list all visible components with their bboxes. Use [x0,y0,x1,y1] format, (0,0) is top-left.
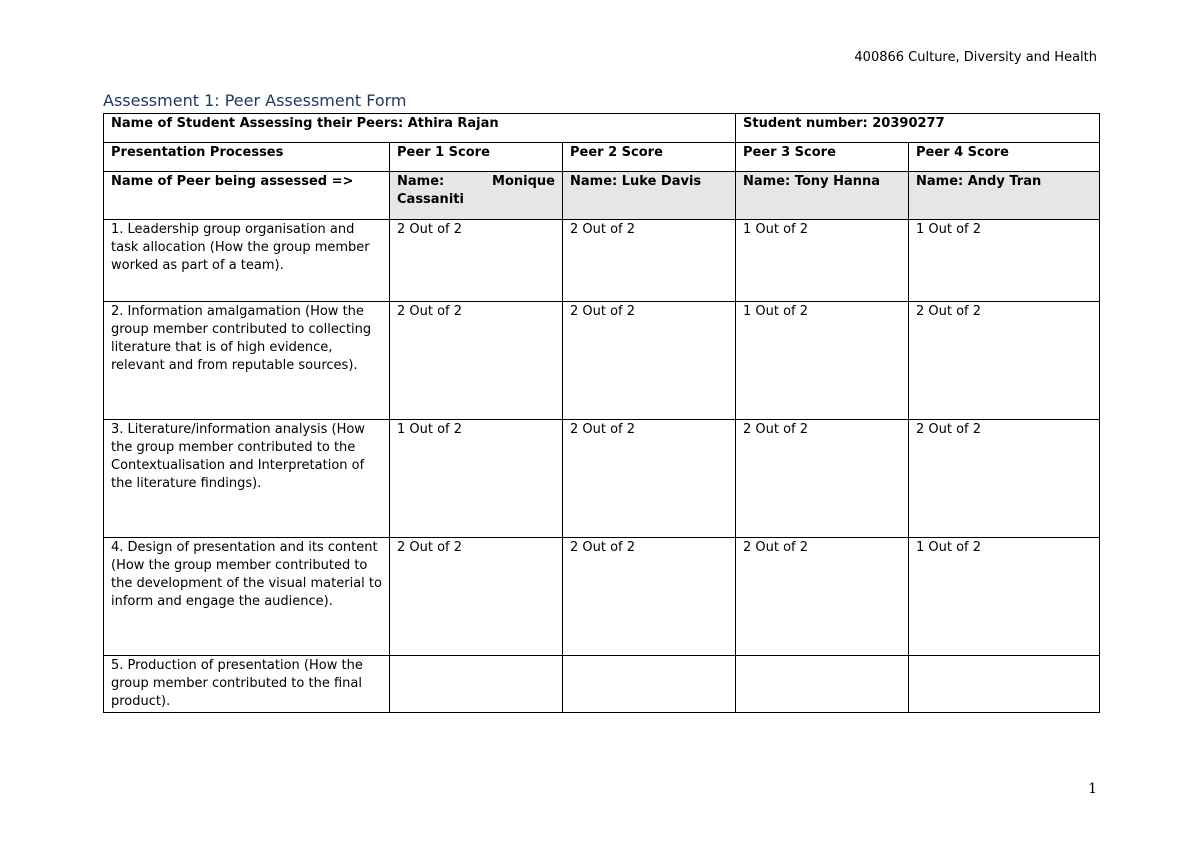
column-header: Peer 3 Score [736,143,909,172]
criterion-row [104,538,1100,656]
page-number: 1 [1088,781,1097,797]
criterion-text: 3. Literature/information analysis (How the group member contributed to the Contextualisation and Interpretation of the literature findings). [104,420,390,538]
peer-3-name: Name: Tony Hanna [736,172,909,220]
score-cell: 2 Out of 2 [563,420,736,538]
criterion-row [104,420,1100,538]
score-cell: 1 Out of 2 [736,302,909,420]
peer-assessment-table [103,113,1100,713]
page-header: 400866 Culture, Diversity and Health [854,50,1097,65]
score-cell: 2 Out of 2 [909,302,1100,420]
score-cell: 2 Out of 2 [736,420,909,538]
criterion-text: 4. Design of presentation and its content (How the group member contributed to the development of the visual material to inform and engage the audience). [104,538,390,656]
score-cell: 2 Out of 2 [390,538,563,656]
criterion-row [104,302,1100,420]
score-cell [563,656,736,713]
criterion-text: 5. Production of presentation (How the group member contributed to the final product). [104,656,390,713]
column-header: Presentation Processes [104,143,390,172]
score-cell: 2 Out of 2 [390,220,563,302]
assessor-name-cell: Name of Student Assessing their Peers: Athira Rajan [104,114,736,143]
peer-4-name: Name: Andy Tran [909,172,1100,220]
criterion-row [104,220,1100,302]
peer-1-name: Name: Monique Cassaniti [390,172,563,220]
score-cell: 2 Out of 2 [909,420,1100,538]
form-title: Assessment 1: Peer Assessment Form [103,91,407,110]
column-header: Peer 2 Score [563,143,736,172]
peer-name-label: Name of Peer being assessed => [104,172,390,220]
assessor-row [104,114,1100,143]
score-cell [909,656,1100,713]
criterion-text: 2. Information amalgamation (How the group member contributed to collecting literature that is of high evidence, relevant and from reputable sources). [104,302,390,420]
score-cell: 2 Out of 2 [736,538,909,656]
score-cell: 1 Out of 2 [736,220,909,302]
score-cell: 1 Out of 2 [390,420,563,538]
score-cell: 2 Out of 2 [390,302,563,420]
column-header: Peer 1 Score [390,143,563,172]
criterion-row [104,656,1100,713]
peer-2-name: Name: Luke Davis [563,172,736,220]
column-header-row [104,143,1100,172]
score-cell: 1 Out of 2 [909,220,1100,302]
score-cell [390,656,563,713]
score-cell: 1 Out of 2 [909,538,1100,656]
score-cell: 2 Out of 2 [563,538,736,656]
score-cell: 2 Out of 2 [563,220,736,302]
score-cell [736,656,909,713]
student-number-cell: Student number: 20390277 [736,114,1100,143]
column-header: Peer 4 Score [909,143,1100,172]
peer-name-row [104,172,1100,220]
criterion-text: 1. Leadership group organisation and task allocation (How the group member worked as part of a team). [104,220,390,302]
score-cell: 2 Out of 2 [563,302,736,420]
